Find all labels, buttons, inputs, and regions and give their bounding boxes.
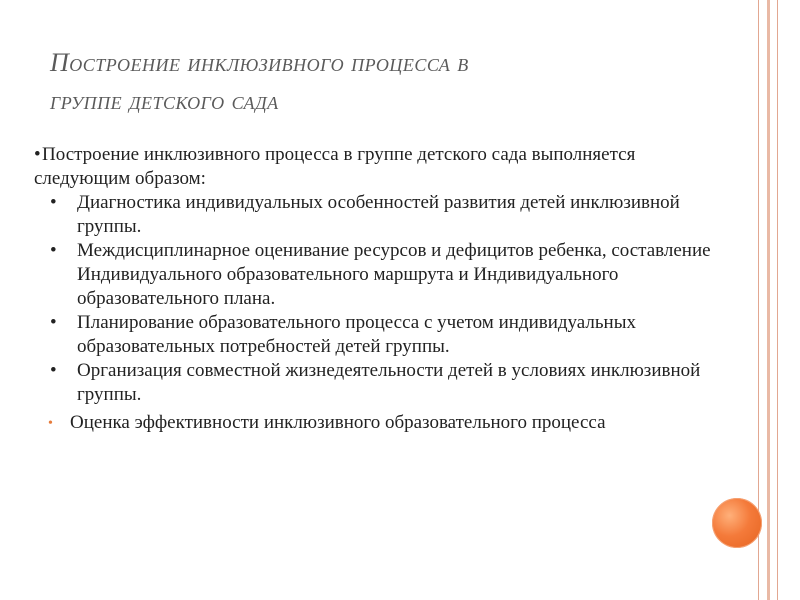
list-item-text: Планирование образовательного процесса с учетом индивидуальных образовательных потребностей детей группы. [77,312,636,357]
slide-title [50,44,670,120]
list-item [32,359,722,407]
final-item [32,411,722,435]
list-bullet: • [50,312,57,333]
intro-bullet: • [34,144,41,165]
title-line-1: Построение инклюзивного процесса в [50,48,469,77]
list-item [32,311,722,359]
list-item-text: Диагностика индивидуальных особенностей развития детей инклюзивной группы. [77,192,680,237]
decorative-border-stripe [767,0,770,600]
list-item-text: Организация совместной жизнедеятельности детей в условиях инклюзивной группы. [77,360,701,405]
orange-circle-decoration [712,498,762,548]
list-bullet: • [50,192,57,213]
list-bullet: • [50,360,57,381]
slide-body [32,143,722,435]
list-item [32,239,722,311]
final-bullet: • [48,416,53,431]
list-item-text: Междисциплинарное оценивание ресурсов и дефицитов ребенка, составление Индивидуального образовательного маршрута и Индивидуального образовательного плана. [77,240,711,309]
steps-list [32,191,722,407]
title-line-2: группе детского сада [50,86,279,115]
list-bullet: • [50,240,57,261]
list-item [32,191,722,239]
intro-paragraph [32,143,722,191]
final-item-text: Оценка эффективности инклюзивного образовательного процесса [70,412,606,433]
intro-text: Построение инклюзивного процесса в группе детского сада выполняется следующим образом: [34,144,636,189]
